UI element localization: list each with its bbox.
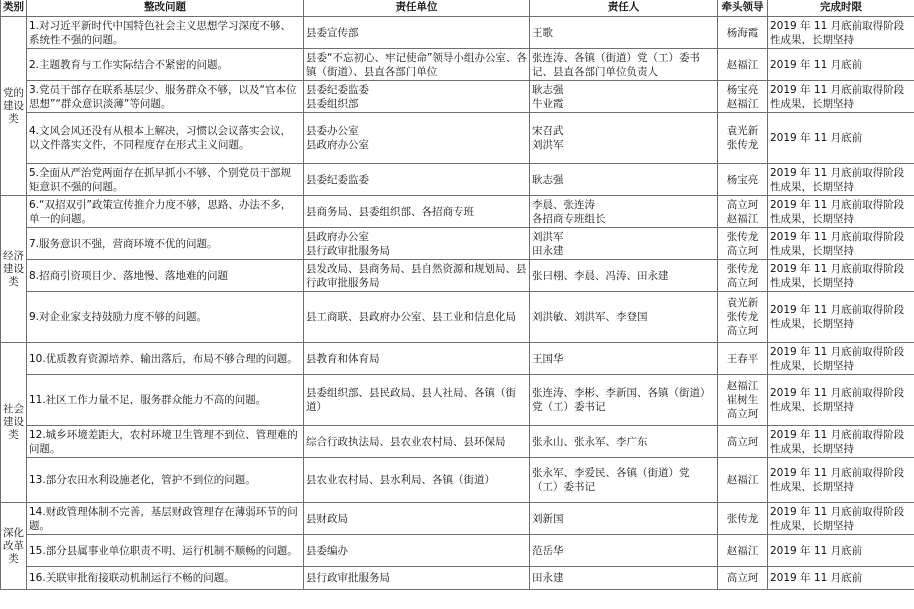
person-cell: 李晨、张连涛 各招商专班组长 [530, 196, 718, 228]
table-row [1, 17, 914, 49]
unit-cell: 县政府办公室 县行政审批服务局 [304, 228, 530, 260]
problem-cell: 16.关联审批衔接联动机制运行不畅的问题。 [27, 567, 304, 590]
person-cell: 王国华 [530, 343, 718, 375]
lead-cell: 高立珂 [718, 426, 768, 458]
lead-cell: 张传龙 高立珂 [718, 228, 768, 260]
lead-cell: 赵福江 崔树生 高立珂 [718, 375, 768, 426]
problem-cell: 15.部分县属事业单位职责不明、运行机制不顺畅的问题。 [27, 535, 304, 567]
unit-cell: 县教育和体育局 [304, 343, 530, 375]
lead-cell: 张传龙 高立珂 [718, 260, 768, 292]
category-economic-building: 经济建设类 [1, 196, 27, 343]
problem-cell: 14.财政管理体制不完善，基层财政管理存在薄弱环节的问题。 [27, 503, 304, 535]
time-cell: 2019 年 11 月底前 [768, 113, 914, 164]
time-cell: 2019 年 11 月底前取得阶段性成果，长期坚持 [768, 164, 914, 196]
person-cell: 耿志强 牛业霞 [530, 81, 718, 113]
lead-cell: 高立珂 赵福江 [718, 196, 768, 228]
header-person: 责任人 [530, 0, 718, 17]
table-row [1, 113, 914, 164]
person-cell: 刘洪军 田永建 [530, 228, 718, 260]
unit-cell: 综合行政执法局、县农业农村局、县环保局 [304, 426, 530, 458]
lead-cell: 袁光新 张传龙 高立珂 [718, 292, 768, 343]
problem-cell: 7.服务意识不强，营商环境不优的问题。 [27, 228, 304, 260]
unit-cell: 县发改局、县商务局、县自然资源和规划局、县行政审批服务局 [304, 260, 530, 292]
person-cell: 张永山、张永军、李广东 [530, 426, 718, 458]
category-social-building: 社会建设类 [1, 343, 27, 503]
table-row [1, 292, 914, 343]
header-unit: 责任单位 [304, 0, 530, 17]
person-cell: 张连涛、各镇（街道）党（工）委书记、县直各部门单位负责人 [530, 49, 718, 81]
unit-cell: 县委“不忘初心、牢记使命”领导小组办公室、各镇（街道）、县直各部门单位 [304, 49, 530, 81]
table-row [1, 260, 914, 292]
person-cell: 张曰栩、李晨、冯涛、田永建 [530, 260, 718, 292]
category-deepening-reform: 深化改革类 [1, 503, 27, 590]
person-cell: 宋召武 刘洪军 [530, 113, 718, 164]
person-cell: 王歌 [530, 17, 718, 49]
person-cell: 耿志强 [530, 164, 718, 196]
problem-cell: 8.招商引资项目少、落地慢、落地难的问题 [27, 260, 304, 292]
header-time: 完成时限 [768, 0, 914, 17]
unit-cell: 县工商联、县政府办公室、县工业和信息化局 [304, 292, 530, 343]
problem-cell: 12.城乡环境差距大，农村环境卫生管理不到位、管理难的问题。 [27, 426, 304, 458]
time-cell: 2019 年 11 月底前 [768, 567, 914, 590]
problem-cell: 5.全面从严治党两面存在抓早抓小不够、个别党员干部规矩意识不强的问题。 [27, 164, 304, 196]
unit-cell: 县农业农村局、县水利局、各镇（街道） [304, 458, 530, 503]
problem-cell: 1.对习近平新时代中国特色社会主义思想学习深度不够、系统性不强的问题。 [27, 17, 304, 49]
unit-cell: 县财政局 [304, 503, 530, 535]
unit-cell: 县委纪委监委 [304, 164, 530, 196]
unit-cell: 县委宣传部 [304, 17, 530, 49]
lead-cell: 袁光新 张传龙 [718, 113, 768, 164]
person-cell: 田永建 [530, 567, 718, 590]
table-row [1, 535, 914, 567]
person-cell: 范岳华 [530, 535, 718, 567]
unit-cell: 县委办公室 县政府办公室 [304, 113, 530, 164]
problem-cell: 2.主题教育与工作实际结合不紧密的问题。 [27, 49, 304, 81]
problem-cell: 11.社区工作力量不足，服务群众能力不高的问题。 [27, 375, 304, 426]
header-category: 类别 [1, 0, 27, 17]
problem-cell: 4.文风会风还没有从根本上解决，习惯以会议落实会议，以文件落实文件，不同程度存在形式主义问题。 [27, 113, 304, 164]
time-cell: 2019 年 11 月底前取得阶段性成果，长期坚持 [768, 17, 914, 49]
problem-cell: 6.“双招双引”政策宣传推介力度不够，思路、办法不多，单一的问题。 [27, 196, 304, 228]
table-row [1, 81, 914, 113]
time-cell: 2019 年 11 月底前取得阶段性成果，长期坚持 [768, 426, 914, 458]
time-cell: 2019 年 11 月底前取得阶段性成果，长期坚持 [768, 375, 914, 426]
time-cell: 2019 年 11 月底前取得阶段性成果，长期坚持 [768, 260, 914, 292]
time-cell: 2019 年 11 月底前 [768, 535, 914, 567]
time-cell: 2019 年 11 月底前取得阶段性成果，长期坚持 [768, 196, 914, 228]
problem-cell: 9.对企业家支持鼓励力度不够的问题。 [27, 292, 304, 343]
table-row [1, 375, 914, 426]
table-row [1, 567, 914, 590]
unit-cell: 县委编办 [304, 535, 530, 567]
lead-cell: 赵福江 [718, 49, 768, 81]
unit-cell: 县商务局、县委组织部、各招商专班 [304, 196, 530, 228]
lead-cell: 赵福江 [718, 535, 768, 567]
header-row [1, 0, 914, 17]
person-cell: 张永军、李爱民、各镇（街道）党（工）委书记 [530, 458, 718, 503]
time-cell: 2019 年 11 月底前取得阶段性成果，长期坚持 [768, 81, 914, 113]
time-cell: 2019 年 11 月底前取得阶段性成果，长期坚持 [768, 503, 914, 535]
lead-cell: 高立珂 [718, 567, 768, 590]
person-cell: 刘洪敏、刘洪军、李登国 [530, 292, 718, 343]
person-cell: 刘新国 [530, 503, 718, 535]
problem-cell: 3.党员干部存在联系基层少、服务群众不够，以及“官本位思想”“群众意识淡薄”等问题。 [27, 81, 304, 113]
lead-cell: 赵福江 [718, 458, 768, 503]
table-row [1, 458, 914, 503]
unit-cell: 县行政审批服务局 [304, 567, 530, 590]
time-cell: 2019 年 11 月底前 [768, 49, 914, 81]
lead-cell: 杨宝亮 [718, 164, 768, 196]
time-cell: 2019 年 11 月底前取得阶段性成果，长期坚持 [768, 292, 914, 343]
table-row [1, 343, 914, 375]
unit-cell: 县委纪委监委 县委组织部 [304, 81, 530, 113]
header-problem: 整改问题 [27, 0, 304, 17]
table-row [1, 228, 914, 260]
table-row [1, 503, 914, 535]
problem-cell: 10.优质教育资源培养、输出落后，布局不够合理的问题。 [27, 343, 304, 375]
unit-cell: 县委组织部、县民政局、县人社局、各镇（街道） [304, 375, 530, 426]
table-row [1, 426, 914, 458]
lead-cell: 王春平 [718, 343, 768, 375]
problem-cell: 13.部分农田水利设施老化，管护不到位的问题。 [27, 458, 304, 503]
time-cell: 2019 年 11 月底前取得阶段性成果，长期坚持 [768, 343, 914, 375]
time-cell: 2019 年 11 月底前取得阶段性成果，长期坚持 [768, 458, 914, 503]
lead-cell: 张传龙 [718, 503, 768, 535]
lead-cell: 杨宝亮 赵福江 [718, 81, 768, 113]
person-cell: 张连涛、李彬、李新国、各镇（街道）党（工）委书记 [530, 375, 718, 426]
table-row [1, 164, 914, 196]
table-row [1, 49, 914, 81]
time-cell: 2019 年 11 月底前取得阶段性成果，长期坚持 [768, 228, 914, 260]
header-lead: 牵头领导 [718, 0, 768, 17]
table-row [1, 196, 914, 228]
lead-cell: 杨海霞 [718, 17, 768, 49]
category-party-building: 党的建设类 [1, 17, 27, 196]
